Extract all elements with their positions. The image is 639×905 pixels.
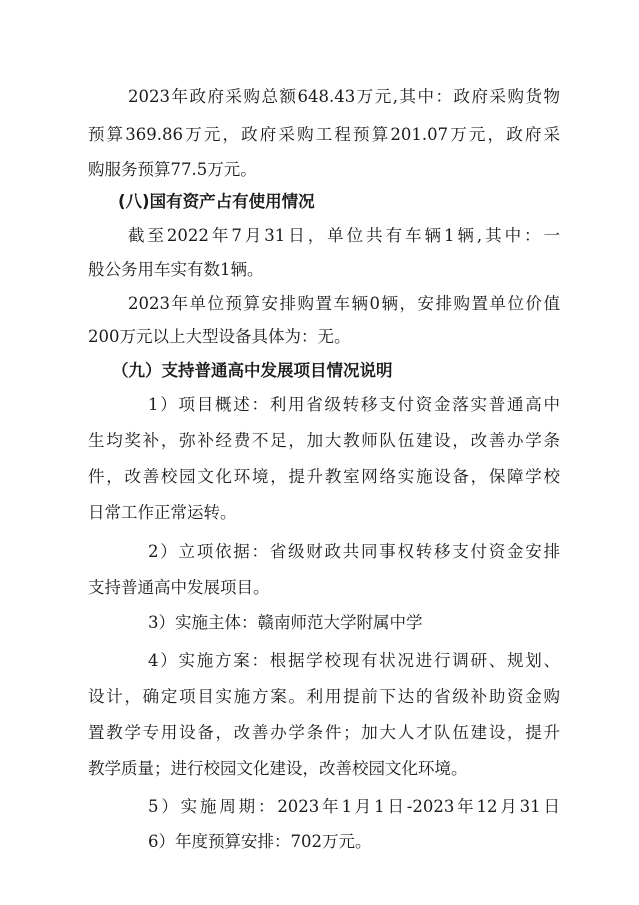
- paragraph-equipment-line-2: 200万元以上大型设备具体为：无。: [88, 327, 351, 346]
- paragraph-procurement-line-1: 2023年政府采购总额648.43万元,其中：政府采购货物: [128, 87, 560, 106]
- paragraph-procurement-line-2: 预算369.86万元，政府采购工程预算201.07万元，政府采: [88, 125, 560, 144]
- paragraph-procurement-line-3: 购服务预算77.5万元。: [88, 160, 257, 179]
- paragraph-vehicles-line-2: 般公务用车实有数1辆。: [88, 260, 264, 279]
- item-basis-line-2: 支持普通高中发展项目。: [88, 578, 270, 597]
- item-plan-line-2: 设计，确定项目实施方案。利用提前下达的省级补助资金购: [88, 687, 560, 706]
- item-plan-line-1: 4）实施方案：根据学校现有状况进行调研、规划、: [148, 651, 560, 670]
- item-overview-line-1: 1）项目概述：利用省级转移支付资金落实普通高中: [148, 395, 560, 414]
- item-overview-line-3: 件，改善校园文化环境，提升教室网络实施设备，保障学校: [88, 467, 560, 486]
- item-annual-budget: 6）年度预算安排：702万元。: [148, 832, 372, 851]
- item-overview-line-4: 日常工作正常运转。: [88, 503, 237, 522]
- item-plan-line-3: 置教学专用设备，改善办学条件；加大人才队伍建设，提升: [88, 723, 560, 742]
- item-basis-line-1: 2）立项依据：省级财政共同事权转移支付资金安排: [148, 542, 560, 561]
- section-heading-state-assets: (八)国有资产占有使用情况: [118, 192, 315, 211]
- paragraph-equipment-line-1: 2023年单位预算安排购置车辆0辆，安排购置单位价值: [128, 294, 560, 313]
- section-heading-high-school-project: （九）支持普通高中发展项目情况说明: [112, 361, 393, 380]
- item-plan-line-4: 教学质量；进行校园文化建设，改善校园文化环境。: [88, 759, 468, 778]
- paragraph-vehicles-line-1: 截至2022年7月31日，单位共有车辆1辆,其中：一: [128, 226, 560, 245]
- item-period: 5）实施周期：2023年1月1日-2023年12月31日: [148, 797, 560, 816]
- item-overview-line-2: 生均奖补，弥补经费不足，加大教师队伍建设，改善办学条: [88, 431, 560, 450]
- item-implementer: 3）实施主体：赣南师范大学附属中学: [148, 613, 423, 632]
